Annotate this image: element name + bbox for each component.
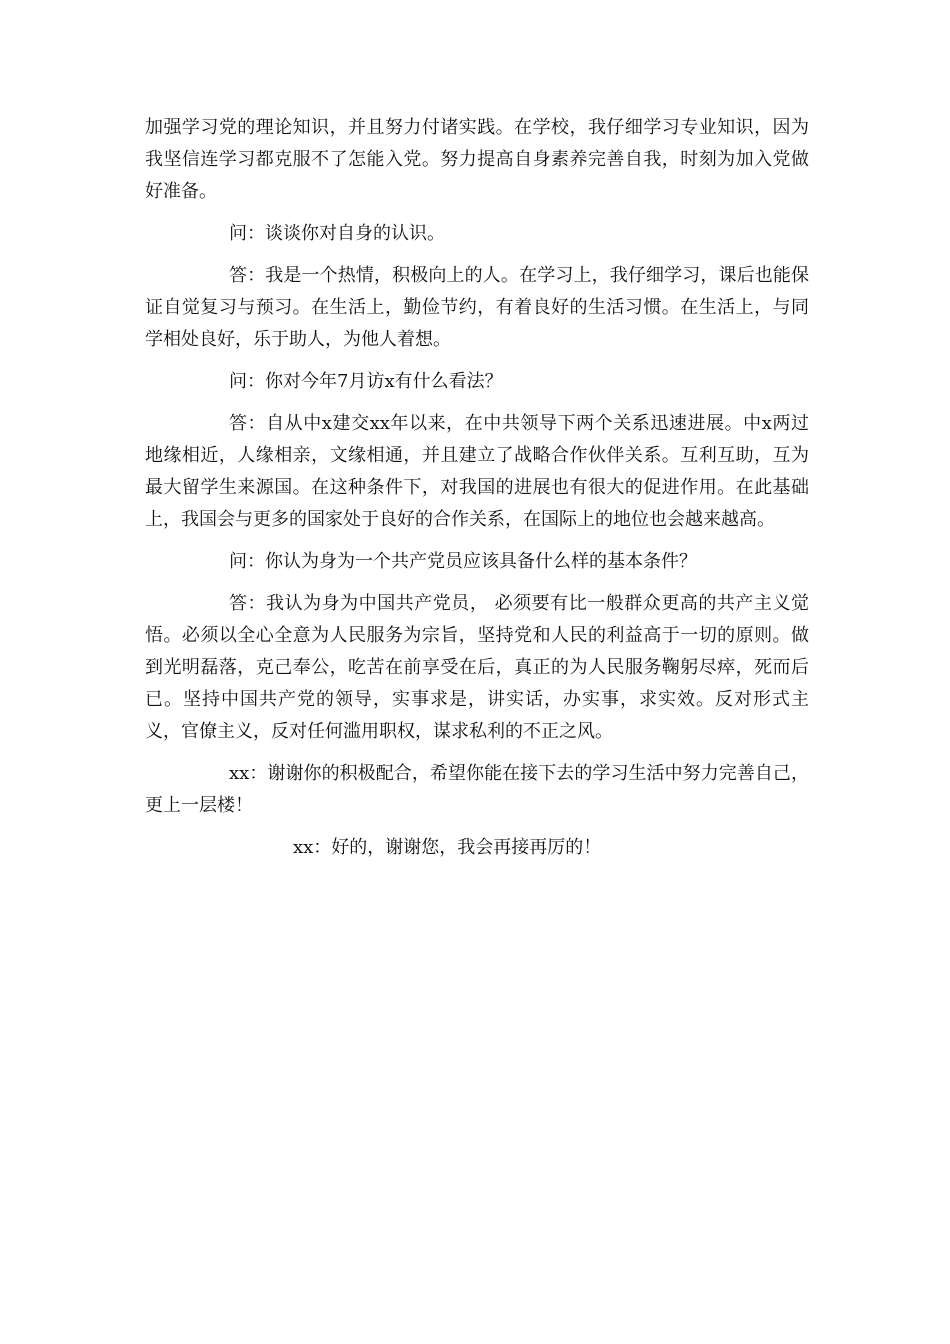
interviewee-closing: xx：好的，谢谢您，我会再接再厉的！: [293, 837, 602, 858]
interviewer-closing: xx：谢谢你的积极配合，希望你能在接下去的学习生活中努力完善自己，更上一层楼！: [145, 763, 809, 816]
question-self-awareness: 问：谈谈你对自身的认识。: [229, 223, 445, 244]
document-page: [145, 112, 809, 874]
question-visit: 问：你对今年7月访x有什么看法？: [229, 371, 503, 392]
paragraph-continuation: 加强学习党的理论知识，并且努力付诸实践。在学校，我仔细学习专业知识，因为我坚信连学习都克服不了怎能入党。努力提高自身素养完善自我，时刻为加入党做好准备。: [145, 117, 809, 202]
answer-visit: 答：自从中x建交xx年以来，在中共领导下两个关系迅速进展。中x两过地缘相近，人缘相亲，文缘相通，并且建立了战略合作伙伴关系。互利互助，互为最大留学生来源国。在这种条件下，对我国的进展也有很大的促进作用。在此基础上，我国会与更多的国家处于良好的合作关系，在国际上的地位也会越来越高。: [145, 413, 809, 530]
answer-self-awareness: 答：我是一个热情，积极向上的人。在学习上，我仔细学习，课后也能保证自觉复习与预习。在生活上，勤俭节约，有着良好的生活习惯。在生活上，与同学相处良好，乐于助人，为他人着想。: [145, 265, 809, 350]
answer-party-member: 答：我认为身为中国共产党员， 必须要有比一般群众更高的共产主义觉悟。必须以全心全意为人民服务为宗旨，坚持党和人民的利益高于一切的原则。做到光明磊落，克己奉公，吃苦在前享受在后，真正的为人民服务鞠躬尽瘁，死而后已。坚持中国共产党的领导，实事求是，讲实话，办实事，求实效。反对形式主义，官僚主义，反对任何滥用职权，谋求私利的不正之风。: [145, 593, 809, 742]
question-party-member: 问：你认为身为一个共产党员应该具备什么样的基本条件？: [229, 551, 697, 572]
